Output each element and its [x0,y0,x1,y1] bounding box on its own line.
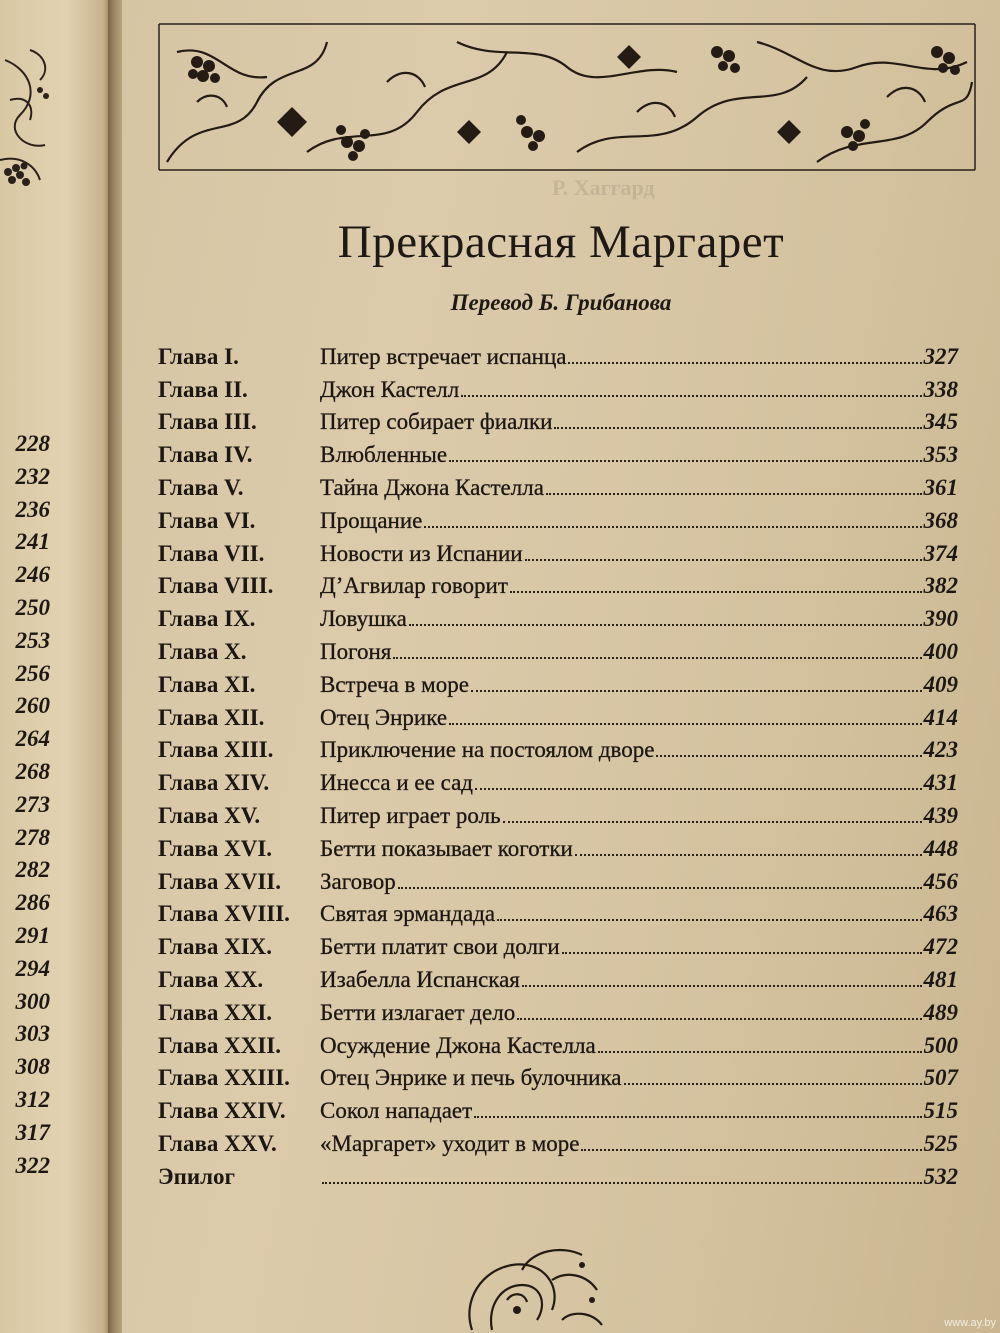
toc-chapter-number: Глава XXV. [158,1130,277,1156]
toc-chapter-number: Глава XXIII. [158,1065,290,1091]
toc-chapter-title: Ловушка [320,606,407,632]
toc-entry [320,836,958,862]
toc-chapter-title: Сокол нападает [320,1098,473,1124]
toc-chapter-number: Глава XXII. [158,1032,281,1058]
left-page-number: 303 [15,1021,50,1047]
toc-entry [320,606,958,632]
grapevine-border-icon [157,22,977,172]
left-page-number: 291 [15,922,50,948]
left-page-number: 278 [15,824,50,850]
toc-entry [320,344,958,370]
toc-chapter-title: «Маргарет» уходит в море [320,1130,580,1156]
toc-row [158,370,958,403]
toc-page-number: 368 [923,507,958,533]
toc-dot-leader [510,591,922,593]
left-page-number: 232 [15,463,50,489]
toc-chapter-title: Отец Энрике [320,704,448,730]
toc-dot-leader [461,395,921,397]
toc-dot-leader [503,821,922,823]
toc-chapter-title: Питер встречает испанца [320,343,567,369]
toc-row [158,1091,958,1124]
toc-row [158,1059,958,1092]
toc-dot-leader [554,427,921,429]
toc-dot-leader [656,755,921,757]
toc-dot-leader [525,559,922,561]
left-page-number: 246 [15,562,50,588]
toc-chapter-number: Глава VI. [158,507,256,533]
toc-chapter-number: Глава V. [158,474,244,500]
toc-entry [320,1000,958,1026]
left-page-number: 317 [15,1119,50,1145]
toc-row [158,862,958,895]
toc-chapter-title: Бетти излагает дело [320,999,516,1025]
left-page-number: 300 [15,988,50,1014]
toc-page-number: 353 [923,442,958,468]
toc-chapter-number: Глава XV. [158,802,261,828]
toc-row [158,632,958,665]
toc-dot-leader [581,1149,921,1151]
toc-page-number: 463 [923,901,958,927]
toc-dot-leader [546,493,922,495]
toc-dot-leader [568,362,921,364]
toc-page-number: 439 [923,802,958,828]
toc-chapter-title: Бетти показывает коготки [320,835,573,861]
toc-entry [320,934,958,960]
translator-credit: Перевод Б. Грибанова [450,290,672,315]
toc-row [158,895,958,928]
toc-entry [320,1033,958,1059]
toc-dot-leader [409,624,922,626]
toc-entry [320,672,958,698]
toc-page-number: 423 [923,737,958,763]
toc-chapter-number: Глава XVIII. [158,901,290,927]
toc-page-number: 507 [923,1065,958,1091]
toc-page-number: 414 [923,704,958,730]
toc-dot-leader [471,690,922,692]
left-page [0,0,112,1333]
toc-page-number: 532 [923,1163,958,1189]
floral-ornament-icon [0,40,60,190]
toc-dot-leader [598,1051,922,1053]
left-page-number: 312 [15,1086,50,1112]
toc-chapter-number: Глава IX. [158,606,256,632]
toc-row [158,796,958,829]
toc-entry [320,409,958,435]
toc-chapter-number: Глава I. [158,343,239,369]
toc-page-number: 327 [923,343,958,369]
toc-row [158,403,958,436]
toc-dot-leader [449,460,921,462]
toc-row [158,599,958,632]
toc-row [158,435,958,468]
left-page-numbers [0,428,50,1182]
left-page-number: 250 [15,594,50,620]
left-page-number: 286 [15,890,50,916]
toc-chapter-title: Встреча в море [320,671,469,697]
toc-chapter-title: Влюбленные [320,442,448,468]
toc-chapter-title: Питер собирает фиалки [320,409,553,435]
toc-row [158,534,958,567]
toc-row [158,468,958,501]
left-page-number: 273 [15,791,50,817]
toc-entry [320,1065,958,1091]
toc-page-number: 448 [923,835,958,861]
left-page-number: 308 [15,1054,50,1080]
toc-chapter-title: Погоня [320,638,392,664]
toc-row [158,1026,958,1059]
watermark: www.ay.by [944,1317,996,1329]
floral-ornament-icon [452,1240,612,1333]
toc-entry [320,508,958,534]
toc-dot-leader [517,1018,921,1020]
toc-entry [320,541,958,567]
bleed-through-text: Р. Хаггард [552,175,655,200]
toc-chapter-number: Глава XXIV. [158,1098,286,1124]
toc-chapter-title: Заговор [320,868,396,894]
left-page-number: 256 [15,660,50,686]
toc-chapter-number: Глава XVI. [158,835,273,861]
toc-dot-leader [474,1116,921,1118]
toc-chapter-title: Новости из Испании [320,540,523,566]
toc-chapter-number: Глава II. [158,376,248,402]
toc-chapter-number: Глава X. [158,638,247,664]
toc-chapter-number: Глава XIV. [158,770,270,796]
toc-dot-leader [449,723,921,725]
toc-chapter-number: Глава XI. [158,671,256,697]
toc-chapter-number: Глава III. [158,409,257,435]
toc-chapter-title: Святая эрмандада [320,901,496,927]
toc-chapter-title: Инесса и ее сад [320,770,473,796]
toc-chapter-title: Бетти платит свои долги [320,934,560,960]
toc-row [158,960,958,993]
toc-dot-leader [497,919,921,921]
toc-entry [320,1164,958,1190]
toc-row [158,763,958,796]
toc-entry [320,475,958,501]
toc-dot-leader [575,854,922,856]
toc-entry [320,803,958,829]
toc-dot-leader [562,952,922,954]
toc-row [158,927,958,960]
left-page-number: 228 [15,431,50,456]
toc-row [158,993,958,1026]
toc-chapter-number: Эпилог [158,1163,235,1189]
toc-page-number: 489 [923,999,958,1025]
left-page-number: 236 [15,496,50,522]
toc-chapter-title: Д’Агвилар говорит [320,573,508,599]
toc-page-number: 374 [923,540,958,566]
toc-chapter-title: Прощание [320,507,423,533]
toc-entry [320,1131,958,1157]
toc-entry [320,770,958,796]
toc-dot-leader [475,788,922,790]
toc-chapter-number: Глава XX. [158,966,264,992]
toc-dot-leader [624,1083,922,1085]
toc-dot-leader [393,657,921,659]
toc-entry [320,869,958,895]
left-page-number: 253 [15,627,50,653]
table-of-contents [158,337,958,1190]
toc-dot-leader [322,1182,922,1184]
toc-chapter-number: Глава XVII. [158,868,281,894]
toc-chapter-title: Джон Кастелл [320,376,460,402]
toc-entry [320,967,958,993]
toc-row [158,567,958,600]
toc-row [158,731,958,764]
toc-page-number: 361 [923,474,958,500]
toc-chapter-title: Питер играет роль [320,802,501,828]
left-page-number: 282 [15,857,50,883]
toc-entry [320,377,958,403]
left-page-number: 260 [15,693,50,719]
toc-page-number: 456 [923,868,958,894]
toc-row [158,337,958,370]
toc-entry [320,1098,958,1124]
left-page-number: 322 [15,1152,50,1178]
toc-page-number: 481 [923,966,958,992]
toc-row [158,501,958,534]
toc-row [158,1157,958,1190]
toc-chapter-title: Тайна Джона Кастелла [320,474,544,500]
toc-entry [320,573,958,599]
toc-chapter-title: Приключение на постоялом дворе [320,737,655,763]
toc-page-number: 515 [923,1098,958,1124]
toc-chapter-title: Изабелла Испанская [320,966,520,992]
toc-chapter-number: Глава XXI. [158,999,273,1025]
toc-row [158,698,958,731]
left-page-number: 264 [15,726,50,752]
toc-entry [320,639,958,665]
toc-page-number: 431 [923,770,958,796]
toc-page-number: 382 [923,573,958,599]
toc-chapter-number: Глава XIX. [158,934,273,960]
toc-entry [320,705,958,731]
toc-chapter-number: Глава XII. [158,704,265,730]
toc-chapter-title: Осуждение Джона Кастелла [320,1032,596,1058]
toc-row [158,665,958,698]
toc-page-number: 472 [923,934,958,960]
left-page-number: 241 [15,529,50,555]
toc-page-number: 338 [923,376,958,402]
right-page [122,0,1000,1333]
toc-page-number: 525 [923,1130,958,1156]
toc-row [158,1124,958,1157]
toc-page-number: 400 [923,638,958,664]
toc-chapter-number: Глава VII. [158,540,265,566]
toc-dot-leader [424,526,921,528]
toc-page-number: 500 [923,1032,958,1058]
left-page-number: 294 [15,955,50,981]
toc-page-number: 409 [923,671,958,697]
left-page-number: 268 [15,758,50,784]
toc-entry [320,442,958,468]
toc-chapter-number: Глава IV. [158,442,253,468]
toc-entry [320,901,958,927]
page-title: Прекрасная Маргарет [337,216,785,268]
toc-chapter-number: Глава VIII. [158,573,274,599]
toc-dot-leader [398,887,922,889]
toc-page-number: 345 [923,409,958,435]
toc-page-number: 390 [923,606,958,632]
toc-dot-leader [522,985,922,987]
toc-chapter-number: Глава XIII. [158,737,274,763]
toc-entry [320,737,958,763]
toc-chapter-title: Отец Энрике и печь булочника [320,1065,622,1091]
toc-row [158,829,958,862]
